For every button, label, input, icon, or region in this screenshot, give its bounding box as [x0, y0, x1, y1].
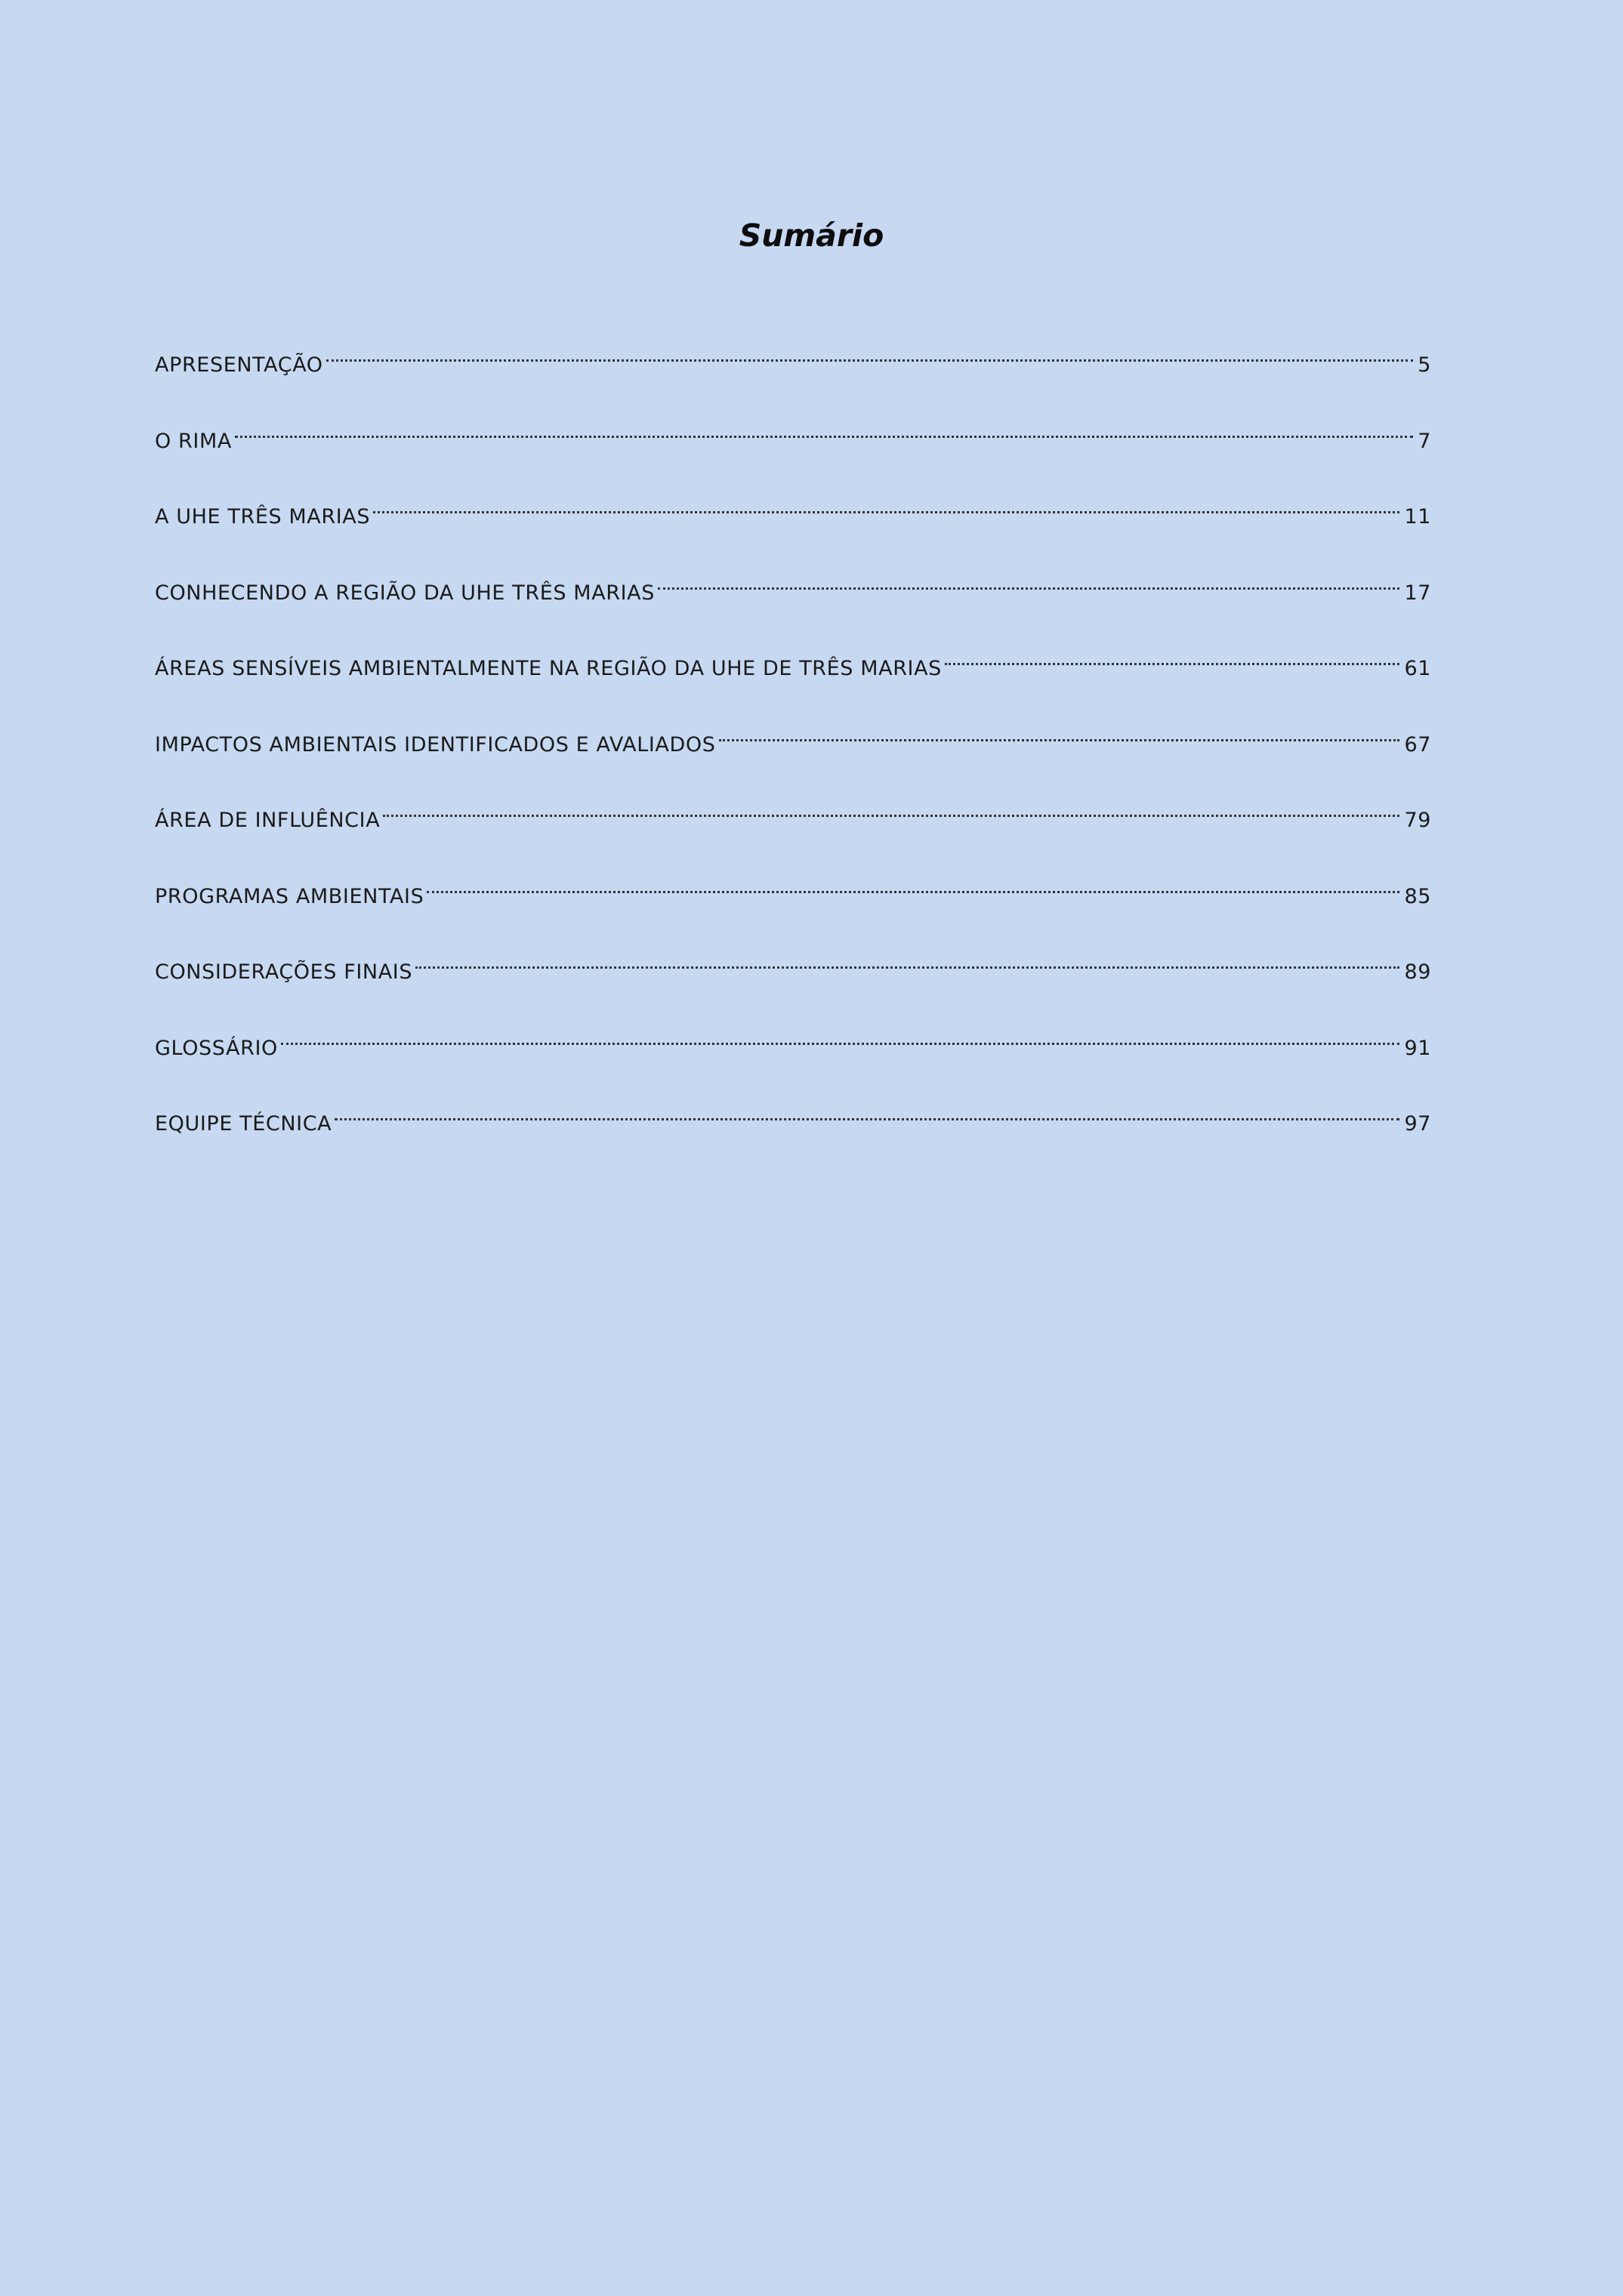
toc-entry-page-number: 79	[1404, 809, 1431, 832]
toc-dot-leader	[373, 482, 1399, 523]
toc-dot-leader	[383, 786, 1399, 827]
toc-dot-leader	[281, 1014, 1400, 1055]
toc-dot-leader	[326, 331, 1414, 371]
toc-entry-impactos-ambientais[interactable]	[155, 710, 1431, 787]
toc-entry-o-rima[interactable]	[155, 407, 1431, 483]
toc-entry-label: IMPACTOS AMBIENTAIS IDENTIFICADOS E AVALIADOS	[155, 732, 716, 757]
toc-entry-label: CONSIDERAÇÕES FINAIS	[155, 960, 413, 984]
toc-dot-leader	[415, 938, 1399, 978]
toc-entry-uhe-tres-marias[interactable]	[155, 482, 1431, 559]
toc-entry-label: APRESENTAÇÃO	[155, 353, 323, 377]
toc-dot-leader	[658, 559, 1399, 599]
toc-entry-page-number: 97	[1404, 1112, 1431, 1136]
toc-entry-label: O RIMA	[155, 429, 232, 453]
toc-entry-consideracoes-finais[interactable]	[155, 938, 1431, 1014]
toc-dot-leader	[945, 634, 1400, 675]
toc-entry-label: CONHECENDO A REGIÃO DA UHE TRÊS MARIAS	[155, 581, 655, 605]
toc-entry-page-number: 11	[1404, 505, 1431, 529]
toc-entry-page-number: 91	[1404, 1036, 1431, 1060]
toc-entry-page-number: 89	[1404, 960, 1431, 984]
toc-dot-leader	[427, 862, 1399, 903]
toc-entry-equipe-tecnica[interactable]	[155, 1089, 1431, 1166]
toc-entry-area-de-influencia[interactable]	[155, 786, 1431, 862]
toc-entry-label: EQUIPE TÉCNICA	[155, 1112, 332, 1136]
toc-dot-leader	[335, 1089, 1399, 1130]
toc-entry-page-number: 7	[1418, 429, 1431, 453]
page-title: Sumário	[739, 217, 884, 254]
toc-entry-page-number: 67	[1404, 732, 1431, 757]
toc-entry-label: ÁREAS SENSÍVEIS AMBIENTALMENTE NA REGIÃO DA UHE DE TRÊS MARIAS	[155, 657, 942, 680]
toc-entry-glossario[interactable]	[155, 1014, 1431, 1090]
toc-entry-conhecendo-a-regiao[interactable]	[155, 559, 1431, 635]
toc-entry-label: ÁREA DE INFLUÊNCIA	[155, 809, 381, 832]
toc-dot-leader	[719, 710, 1400, 751]
toc-entry-label: PROGRAMAS AMBIENTAIS	[155, 884, 424, 908]
toc-entry-label: GLOSSÁRIO	[155, 1036, 278, 1060]
toc-entry-programas-ambientais[interactable]	[155, 862, 1431, 938]
toc-entry-page-number: 85	[1404, 884, 1431, 908]
toc-entry-page-number: 61	[1404, 657, 1431, 680]
toc-entry-label: A UHE TRÊS MARIAS	[155, 505, 371, 529]
table-of-contents	[155, 331, 1431, 1166]
toc-entry-areas-sensiveis[interactable]	[155, 634, 1431, 710]
toc-entry-page-number: 17	[1404, 581, 1431, 605]
toc-entry-apresentacao[interactable]	[155, 331, 1431, 407]
toc-entry-page-number: 5	[1418, 353, 1431, 377]
toc-dot-leader	[235, 407, 1413, 448]
